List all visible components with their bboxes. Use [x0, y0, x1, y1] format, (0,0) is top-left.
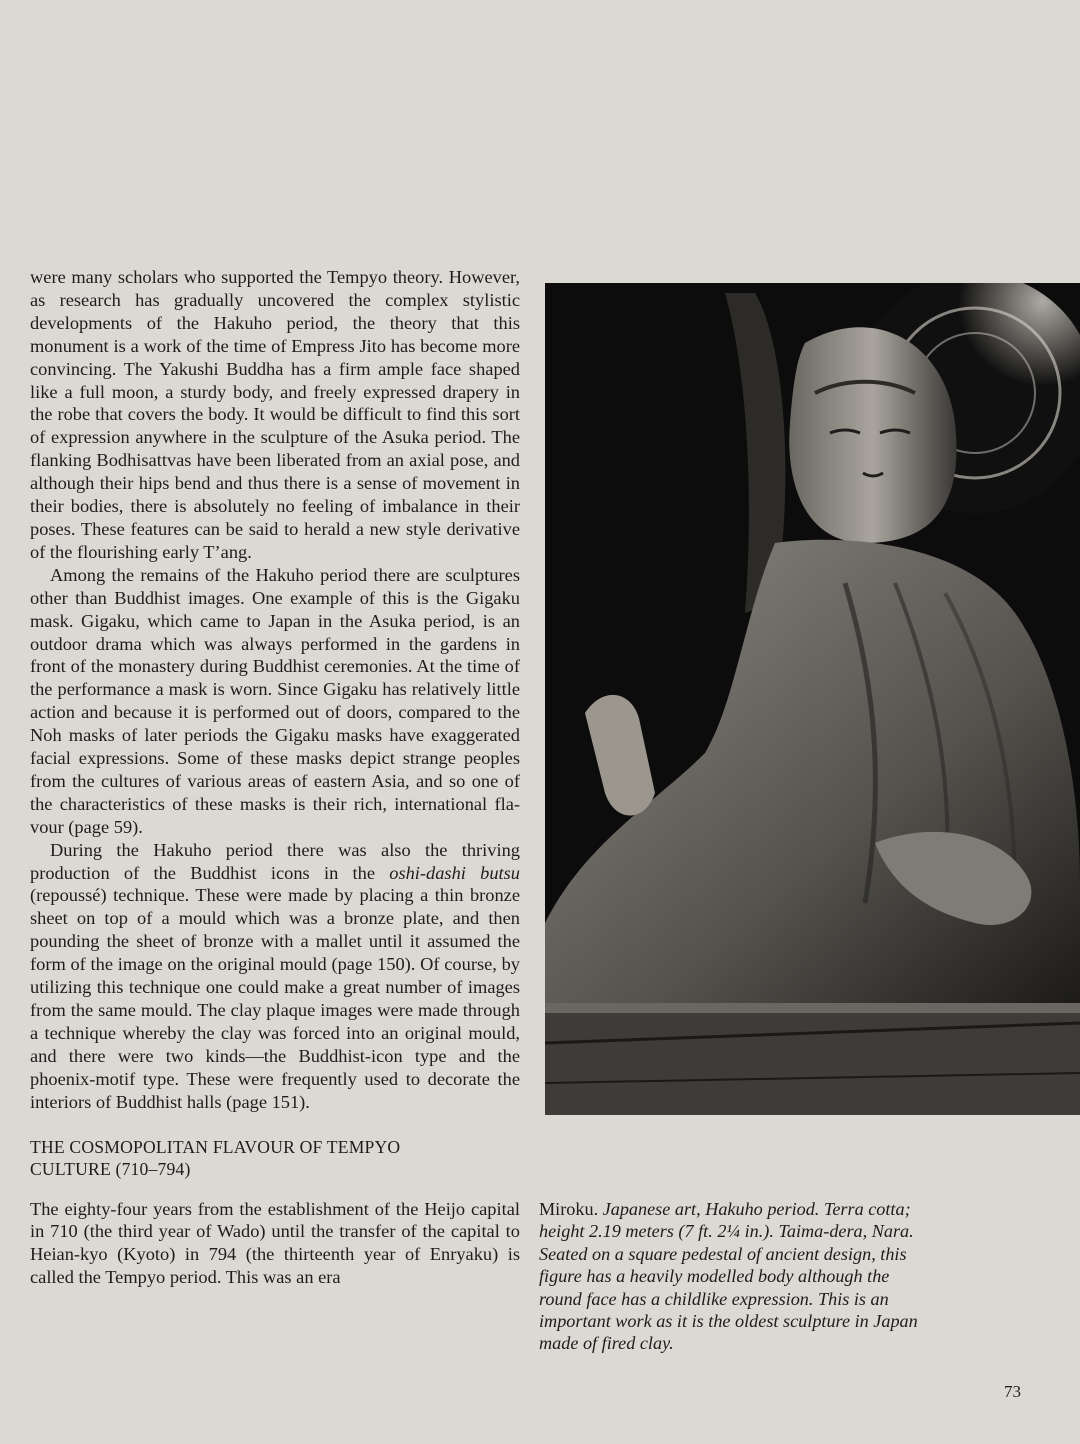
- caption-description: Japanese art, Hakuho period. Terra cotta; height 2.19 meters (7 ft. 2¼ in.). Taima-dera, Nara. Seated on a square pedestal of ancient design, this figure has a heavily modelled body although the round face has a childlike expression. This is an important work as it is the oldest sculpture in Japan made of fired clay.: [539, 1199, 918, 1354]
- section-heading-line-1: THE COSMOPOLITAN FLAVOUR OF TEMPYO: [30, 1136, 401, 1157]
- paragraph-1: were many scholars who supported the Tempyo theory. However, as research has gradually uncovered the complex stylistic developments of the Hakuho period, the theory that this monument is a work of the time of Empress Jito has become more convincing. The Yakushi Buddha has a firm ample face shaped like a full moon, a sturdy body, and freely expressed drapery in the robe that covers the body. It would be difficult to find this sort of expression anywhere in the sculpture of the Asuka period. The flanking Bodhisattvas have been liberated from an axial pose, and although their hips bend and thus there is a sense of movement in their bodies, there is absolutely no feeling of imbalance in their poses. These features can be said to herald a new style derivative of the flourishing early T’ang.: [30, 267, 520, 562]
- paragraph-2: Among the remains of the Hakuho period there are sculptures other than Buddhist images. One example of this is the Gigaku mask. Gigaku, which came to Japan in the Asuka period, is an outdoor drama which was always performed in the gardens in front of the monastery during Buddhist ceremonies. At the time of the performance a mask is worn. Since Gigaku has relatively little action and because it is performed out of doors, compared to the Noh masks of later periods the Gigaku masks have exaggerated facial expressions. Some of these masks depict strange peoples from the cultures of various areas of eastern Asia, and so one of the characteristics of these masks is their rich, international flavour (page 59).: [30, 564, 520, 837]
- sculpture-illustration: [545, 283, 1080, 1115]
- miroku-sculpture-photo: [545, 283, 1080, 1115]
- section-heading: [30, 1136, 520, 1180]
- paragraph-3-text-a: During the Hakuho period there was also the thriving production of the Buddhist icons in the: [30, 839, 520, 883]
- paragraph-3-text-b: (repoussé) technique. These were made by placing a thin bronze sheet on top of a mould which was a bronze plate, and then pounding the sheet of bronze with a mallet until it assumed the form of the image on the original mould (page 150). Of course, by utilizing this technique one could make a great number of images from the same mould. The clay plaque images were made through a technique whereby the clay was forced into an original mould, and there were two kinds—the Buddhist-icon type and the phoenix-motif type. These were frequently used to decorate the interiors of Buddhist halls (page 151).: [30, 885, 520, 1112]
- paragraph-4: The eighty-four years from the establishment of the Heijo capital in 710 (the third year of Wado) until the transfer of the capital to Heian-kyo (Kyoto) in 794 (the thirteenth year of Enryaku) is called the Tempyo period. This was an era: [30, 1198, 520, 1288]
- figure-caption: [539, 1198, 924, 1355]
- caption-title: Miroku.: [539, 1199, 603, 1219]
- section-heading-line-2: CULTURE (710–794): [30, 1158, 191, 1179]
- page-number: 73: [1004, 1382, 1021, 1401]
- main-text-column: [30, 266, 520, 1289]
- paragraph-3-italic-term: oshi-dashi butsu: [389, 862, 520, 883]
- paragraph-3: [30, 839, 520, 1114]
